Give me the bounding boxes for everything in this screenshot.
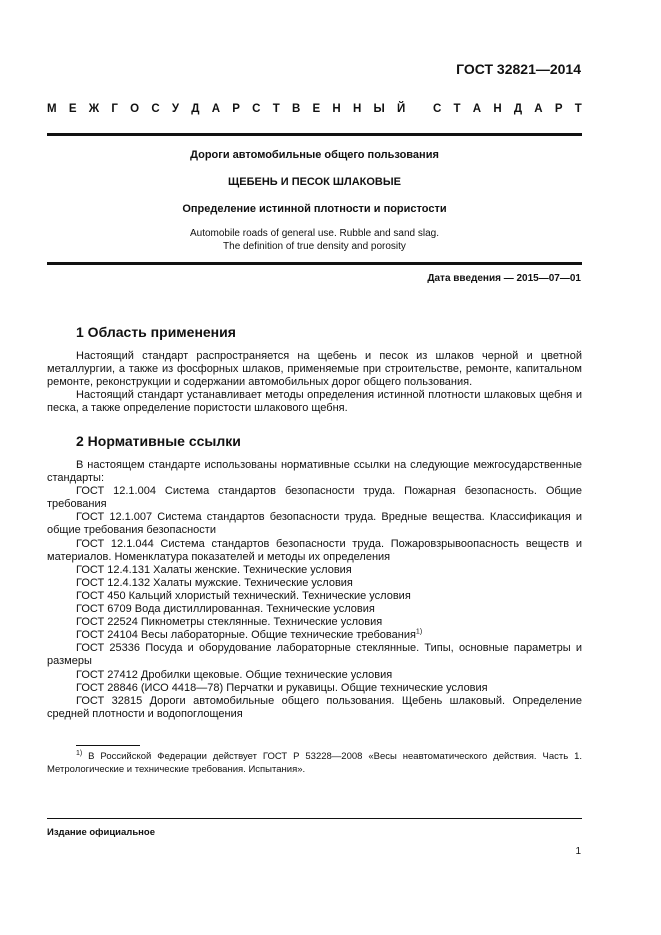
standard-type-letter: С bbox=[151, 103, 160, 115]
top-rule bbox=[47, 133, 582, 136]
reference-text: ГОСТ 24104 Весы лабораторные. Общие технические требования bbox=[76, 629, 416, 642]
reference-item: ГОСТ 12.1.007 Система стандартов безопасности труда. Вредные вещества. Классификация и общие требования безопасности bbox=[47, 511, 582, 537]
standard-type-letter: Д bbox=[191, 103, 200, 115]
section2-intro: В настоящем стандарте использованы нормативные ссылки на следующие межгосударственные стандарты: bbox=[47, 459, 582, 485]
reference-item: ГОСТ 450 Кальций хлористый технический. Технические условия bbox=[76, 589, 411, 602]
standard-type-letter: Е bbox=[68, 103, 77, 115]
title-english-line1: Automobile roads of general use. Rubble and sand slag. bbox=[189, 228, 440, 239]
standard-type-heading bbox=[47, 103, 582, 115]
standard-type-letter: Р bbox=[554, 103, 563, 115]
footer-rule bbox=[47, 818, 582, 819]
standard-type-letter: А bbox=[534, 103, 543, 115]
footnote-text: В Российской Федерации действует ГОСТ Р 53228—2008 «Весы неавтоматического действия. Часть 1. Метрологические и технические требования. Испытания». bbox=[47, 751, 582, 775]
reference-item: ГОСТ 6709 Вода дистиллированная. Технические условия bbox=[76, 603, 375, 616]
reference-item: ГОСТ 28846 (ИСО 4418—78) Перчатки и рукавицы. Общие технические условия bbox=[76, 681, 488, 694]
reference-item: ГОСТ 12.4.131 Халаты женские. Технические условия bbox=[76, 563, 352, 576]
standard-type-letter: Й bbox=[397, 103, 406, 115]
reference-item: ГОСТ 27412 Дробилки щековые. Общие технические условия bbox=[76, 668, 393, 681]
edition-label: Издание официальное bbox=[47, 827, 155, 838]
section1-heading: 1 Область применения bbox=[76, 324, 236, 340]
standard-type-letter: У bbox=[171, 103, 180, 115]
footnote-number: 1) bbox=[76, 749, 83, 757]
reference-item: ГОСТ 12.1.044 Система стандартов безопасности труда. Пожаровзрывоопасность веществ и материалов. Номенклатура показателей и методы их определения bbox=[47, 537, 582, 563]
section2-body bbox=[47, 459, 582, 721]
title-subject: Определение истинной плотности и пористости bbox=[182, 203, 447, 215]
standard-type-letter: О bbox=[130, 103, 140, 115]
standard-type-letter: В bbox=[291, 103, 301, 115]
standard-type-letter: Т bbox=[272, 103, 280, 115]
title-main: ЩЕБЕНЬ И ПЕСОК ШЛАКОВЫЕ bbox=[228, 176, 401, 188]
standard-type-letter: С bbox=[432, 103, 442, 115]
page-number: 1 bbox=[575, 846, 581, 857]
title-english-line2: The definition of true density and porosity bbox=[223, 240, 406, 252]
section1-paragraph: Настоящий стандарт устанавливает методы определения истинной плотности шлаковых щебня и песка, а также определение пористости шлакового щебня. bbox=[47, 389, 582, 415]
standard-type-letter: М bbox=[47, 103, 57, 115]
standard-type-letter: Т bbox=[453, 103, 461, 115]
standard-type-letter bbox=[418, 103, 421, 115]
title-english bbox=[47, 228, 582, 253]
reference-item: ГОСТ 25336 Посуда и оборудование лабораторные стеклянные. Типы, основные параметры и размеры bbox=[47, 642, 582, 668]
standard-type-letter: Ж bbox=[88, 103, 100, 115]
standard-type-letter: Н bbox=[332, 103, 341, 115]
reference-item: ГОСТ 12.4.132 Халаты мужские. Технические условия bbox=[76, 576, 353, 589]
footnote-marker: 1) bbox=[415, 628, 423, 636]
standard-type-letter: Д bbox=[513, 103, 523, 115]
standard-type-letter: Н bbox=[493, 103, 502, 115]
reference-item: ГОСТ 32815 Дороги автомобильные общего пользования. Щебень шлаковый. Определение средней плотности и водопоглощения bbox=[47, 694, 582, 720]
title-category: Дороги автомобильные общего пользования bbox=[190, 149, 439, 161]
introduction-date: Дата введения — 2015—07—01 bbox=[427, 273, 581, 284]
footnote-separator bbox=[76, 745, 140, 746]
standard-type-letter: Е bbox=[312, 103, 321, 115]
standard-type-letter: А bbox=[472, 103, 482, 115]
standard-type-letter: Н bbox=[352, 103, 362, 115]
footnote-text-block bbox=[47, 750, 582, 776]
standard-type-letter: Ы bbox=[373, 103, 385, 115]
standard-type-letter: А bbox=[211, 103, 221, 115]
section1-body bbox=[47, 350, 582, 415]
standard-type-letter: Р bbox=[232, 103, 240, 115]
standard-type-letter: Г bbox=[111, 103, 118, 115]
footnote bbox=[47, 750, 582, 776]
reference-item: ГОСТ 12.1.004 Система стандартов безопасности труда. Пожарная безопасность. Общие требования bbox=[47, 485, 582, 511]
section1-paragraph: Настоящий стандарт распространяется на щебень и песок из шлаков черной и цветной металлургии, а также из фосфорных шлаков, применяемые при строительстве, ремонте, капитальном ремонте, реконструкции и содержании автомобильных дорог общего пользования. bbox=[47, 350, 582, 389]
standard-type-letter: Т bbox=[574, 103, 582, 115]
title-bottom-rule bbox=[47, 262, 582, 265]
reference-item: ГОСТ 22524 Пикнометры стеклянные. Технические условия bbox=[76, 616, 383, 629]
reference-item-with-footnote bbox=[47, 629, 582, 642]
document-code: ГОСТ 32821—2014 bbox=[456, 61, 581, 77]
section2-heading: 2 Нормативные ссылки bbox=[76, 433, 241, 449]
standard-type-letter: С bbox=[252, 103, 261, 115]
